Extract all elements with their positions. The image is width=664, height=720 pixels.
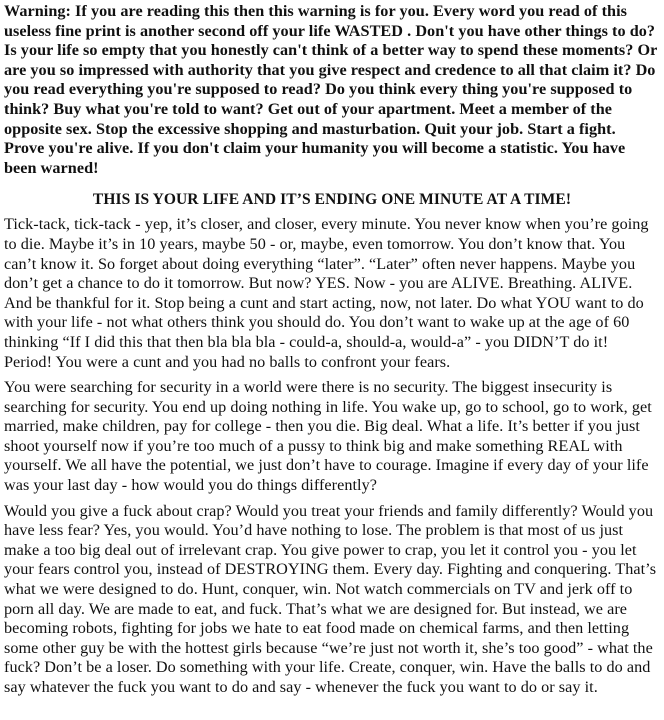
body-paragraph-3: Would you give a fuck about crap? Would you treat your friends and family differently? Would you have less fear? Yes, you would. You’d have nothing to lose. The problem is that most of us just make a too big deal out of irrelevant crap. You give power to crap, you let it control you - you let your fears control you, instead of DESTROYING them. Every day. Fighting and conquering. That’s what we were designed to do. Hunt, conquer, win. Not watch commercials on TV and jerk off to porn all day. We are made to eat, and fuck. That’s what we are designed for. But instead, we are becoming robots, fighting for jobs we hate to eat food made on chemical farms, and then letting some other guy be with the hottest girls because “we’re just not worth it, she’s too good” - what the fuck? Don’t be a loser. Do something with your life. Create, conquer, win. Have the balls to do and say whatever the fuck you want to do and say - whenever the fuck you want to do or say it. xyxy=(4,501,657,696)
document-heading: THIS IS YOUR LIFE AND IT’S ENDING ONE MINUTE AT A TIME! xyxy=(92,191,572,209)
warning-paragraph: Warning: If you are reading this then this warning is for you. Every word you read of this useless fine print is another second off your life WASTED . Don't you have other things to do? Is your life so empty that you honestly can't think of a better way to spend these moments? Or are you so impressed with authority that you give respect and credence to all that claim it? Do you read everything you're supposed to read? Do you think every thing you're supposed to think? Buy what you're told to want? Get out of your apartment. Meet a member of the opposite sex. Stop the excessive shopping and masturbation. Quit your job. Start a fight. Prove you're alive. If you don't claim your humanity you will become a statistic. You have been warned! xyxy=(4,2,658,177)
body-paragraph-2: You were searching for security in a world were there is no security. The biggest insecurity is searching for security. You end up doing nothing in life. You wake up, go to school, go to work, get married, make children, pay for college - then you die. Big deal. What a life. It’s better if you just shoot yourself now if you’re too much of a pussy to think big and make something REAL with yourself. We all have the potential, we just don’t have to courage. Imagine if every day of your life was your last day - how would you do things differently? xyxy=(4,378,652,495)
body-paragraph-1: Tick-tack, tick-tack - yep, it’s closer, and closer, every minute. You never know when you’re going to die. Maybe it’s in 10 years, maybe 50 - or, maybe, even tomorrow. You don’t know that. You can’t know it. So forget about doing everything “later”. “Later” often never happens. Maybe you don’t get a chance to do it tomorrow. But now? YES. Now - you are ALIVE. Breathing. ALIVE. And be thankful for it. Stop being a cunt and start acting, now, not later. Do what YOU want to do with your life - not what others think you should do. You don’t want to wake up at the age of 60 thinking “If I did this that then bla bla bla - could-a, should-a, would-a” - you DIDN’T do it! Period! You were a cunt and you had no balls to confront your fears. xyxy=(4,215,649,371)
